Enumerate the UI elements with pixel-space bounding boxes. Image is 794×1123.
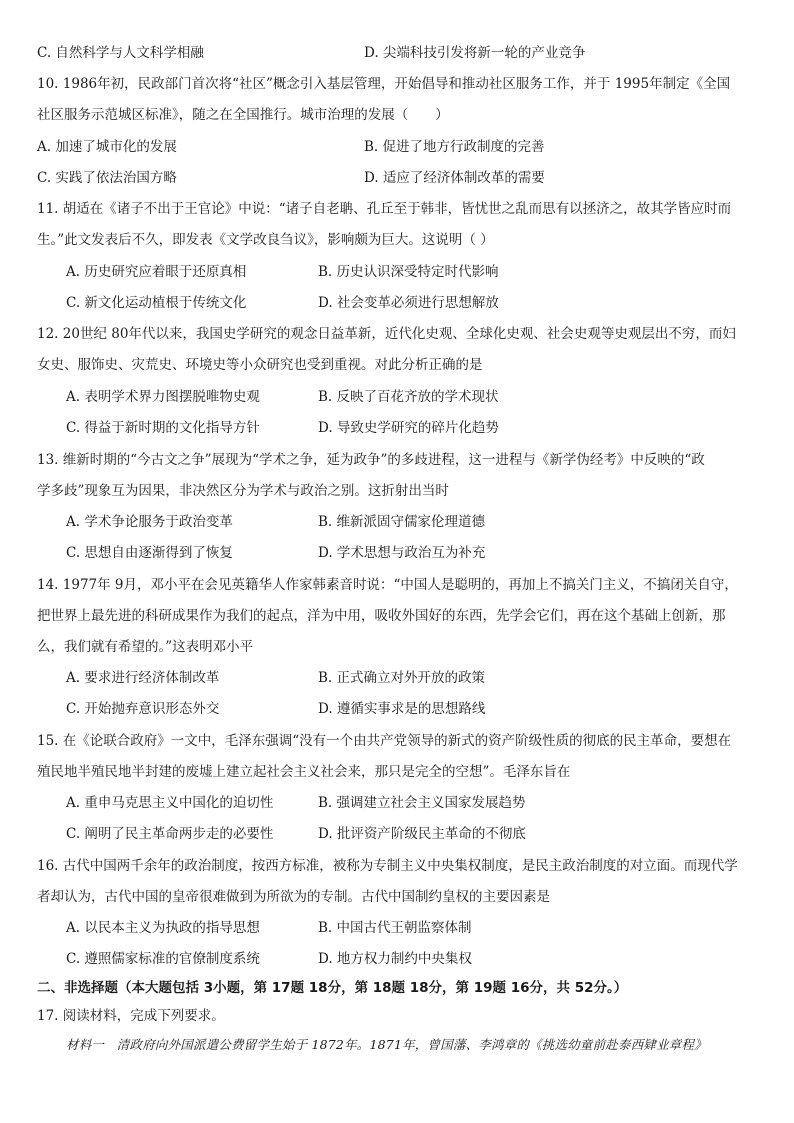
q12-option-d: D. 导致史学研究的碎片化趋势 — [318, 420, 499, 436]
q12-option-a: A. 表明学术界力图摆脱唯物史观 — [66, 389, 260, 405]
q16-option-d: D. 地方权力制约中央集权 — [318, 951, 472, 967]
q13-option-c: C. 思想自由逐渐得到了恢复 — [66, 545, 233, 561]
q11-option-a: A. 历史研究应着眼于还原真相 — [66, 264, 247, 280]
q15-stem-line-2: 殖民地半殖民地半封建的废墟上建立起社会主义社会来，那只是完全的空想”。毛泽东旨在 — [37, 764, 571, 780]
q13-options-row-2 — [66, 543, 766, 563]
q12-stem-line-2: 女史、服饰史、灾荒史、环境史等小众研究也受到重视。对此分析正确的是 — [37, 357, 483, 373]
q11-stem-line-1: 11. 胡适在《诸子不出于王官论》中说：“诸子自老聃、孔丘至于韩非，皆忧世之乱而思有以拯济之，故其学皆应时而 — [37, 201, 732, 217]
q10-option-a: A. 加速了城市化的发展 — [37, 139, 177, 155]
q10-stem-line-1: 10. 1986年初，民政部门首次将“社区”概念引入基层管理，开始倡导和推动社区服务工作，并于 1995年制定《全国 — [37, 76, 731, 92]
q10-options-row-2 — [37, 168, 757, 188]
section-2-heading: 二、非选择题（本大题包括 3小题，第 17题 18分，第 18题 18分，第 19题 16分，共 52分。） — [37, 980, 628, 996]
q11-options-row-1 — [66, 262, 766, 282]
q14-options-row-1 — [66, 668, 766, 688]
q13-option-b: B. 维新派固守儒家伦理道德 — [318, 514, 486, 530]
q15-option-b: B. 强调建立社会主义国家发展趋势 — [318, 795, 526, 811]
q14-option-a: A. 要求进行经济体制改革 — [66, 670, 220, 686]
q13-option-a: A. 学术争论服务于政治变革 — [66, 514, 233, 530]
q16-option-b: B. 中国古代王朝监察体制 — [318, 920, 472, 936]
q12-options-row-2 — [66, 418, 766, 438]
q15-option-c: C. 阐明了民主革命两步走的必要性 — [66, 826, 274, 842]
q11-option-d: D. 社会变革必须进行思想解放 — [318, 295, 499, 311]
top-options-row — [37, 43, 757, 63]
q14-option-c: C. 开始抛弃意识形态外交 — [66, 701, 220, 717]
q12-options-row-1 — [66, 387, 766, 407]
q14-option-b: B. 正式确立对外开放的政策 — [318, 670, 486, 686]
q16-options-row-1 — [66, 918, 766, 938]
q12-option-b: B. 反映了百花齐放的学术现状 — [318, 389, 499, 405]
q16-option-c: C. 遵照儒家标准的官僚制度系统 — [66, 951, 260, 967]
q10-option-b: B. 促进了地方行政制度的完善 — [364, 139, 545, 155]
q14-stem-line-3: 么，我们就有希望的。”这表明邓小平 — [37, 639, 254, 655]
q15-option-a: A. 重申马克思主义中国化的迫切性 — [66, 795, 274, 811]
q16-option-a: A. 以民本主义为执政的指导思想 — [66, 920, 260, 936]
q11-options-row-2 — [66, 293, 766, 313]
q16-stem-line-1: 16. 古代中国两千余年的政治制度，按西方标准，被称为专制主义中央集权制度，是民主政治制度的对立面。而现代学 — [37, 858, 738, 874]
q10-option-d: D. 适应了经济体制改革的需要 — [364, 170, 545, 186]
q16-options-row-2 — [66, 949, 766, 969]
q10-stem-line-2: 社区服务示范城区标准》，随之在全国推行。城市治理的发展（ ） — [37, 107, 449, 123]
q13-stem-line-1: 13. 维新时期的“今古文之争”展现为“学术之争，延为政争”的多歧进程，这一进程与《新学伪经考》中反映的“政 — [37, 452, 705, 468]
option-d: D. 尖端科技引发将新一轮的产业竞争 — [364, 45, 586, 61]
q14-stem-line-1: 14. 1977年 9月，邓小平在会见英籍华人作家韩素音时说：“中国人是聪明的，再加上不搞关门主义，不搞闭关自守， — [37, 577, 738, 593]
q14-options-row-2 — [66, 699, 766, 719]
q15-option-d: D. 批评资产阶级民主革命的不彻底 — [318, 826, 526, 842]
q10-option-c: C. 实践了依法治国方略 — [37, 170, 177, 186]
option-c: C. 自然科学与人文科学相融 — [37, 45, 204, 61]
q15-options-row-1 — [66, 793, 766, 813]
q17-material-1: 材料一 清政府向外国派遣公费留学生始于 1872年。1871年，曾国藩、李鸿章的《挑选幼童前赴泰西肄业章程》 — [66, 1037, 707, 1052]
q16-stem-line-2: 者却认为，古代中国的皇帝很难做到为所欲为的专制。古代中国制约皇权的主要因素是 — [37, 889, 550, 905]
q11-stem-line-2: 生。”此文发表后不久，即发表《文学改良刍议》，影响颇为巨大。这说明（ ） — [37, 232, 494, 248]
q17-stem: 17. 阅读材料，完成下列要求。 — [37, 1008, 225, 1024]
q11-option-c: C. 新文化运动植根于传统文化 — [66, 295, 247, 311]
q14-option-d: D. 遵循实事求是的思想路线 — [318, 701, 486, 717]
q12-stem-line-1: 12. 20世纪 80年代以来，我国史学研究的观念日益革新，近代化史观、全球化史观、社会史观等史观层出不穷，而妇 — [37, 326, 736, 342]
q11-option-b: B. 历史认识深受特定时代影响 — [318, 264, 499, 280]
q13-options-row-1 — [66, 512, 766, 532]
q13-stem-line-2: 学多歧”现象互为因果，非决然区分为学术与政治之别。这折射出当时 — [37, 483, 449, 499]
q15-options-row-2 — [66, 824, 766, 844]
q12-option-c: C. 得益于新时期的文化指导方针 — [66, 420, 260, 436]
q13-option-d: D. 学术思想与政治互为补充 — [318, 545, 486, 561]
q14-stem-line-2: 把世界上最先进的科研成果作为我们的起点，洋为中用，吸收外国好的东西，先学会它们，再在这个基础上创新，那 — [37, 608, 726, 624]
q15-stem-line-1: 15. 在《论联合政府》一文中，毛泽东强调“没有一个由共产党领导的新式的资产阶级性质的彻底的民主革命，要想在 — [37, 733, 732, 749]
q10-options-row-1 — [37, 137, 757, 157]
